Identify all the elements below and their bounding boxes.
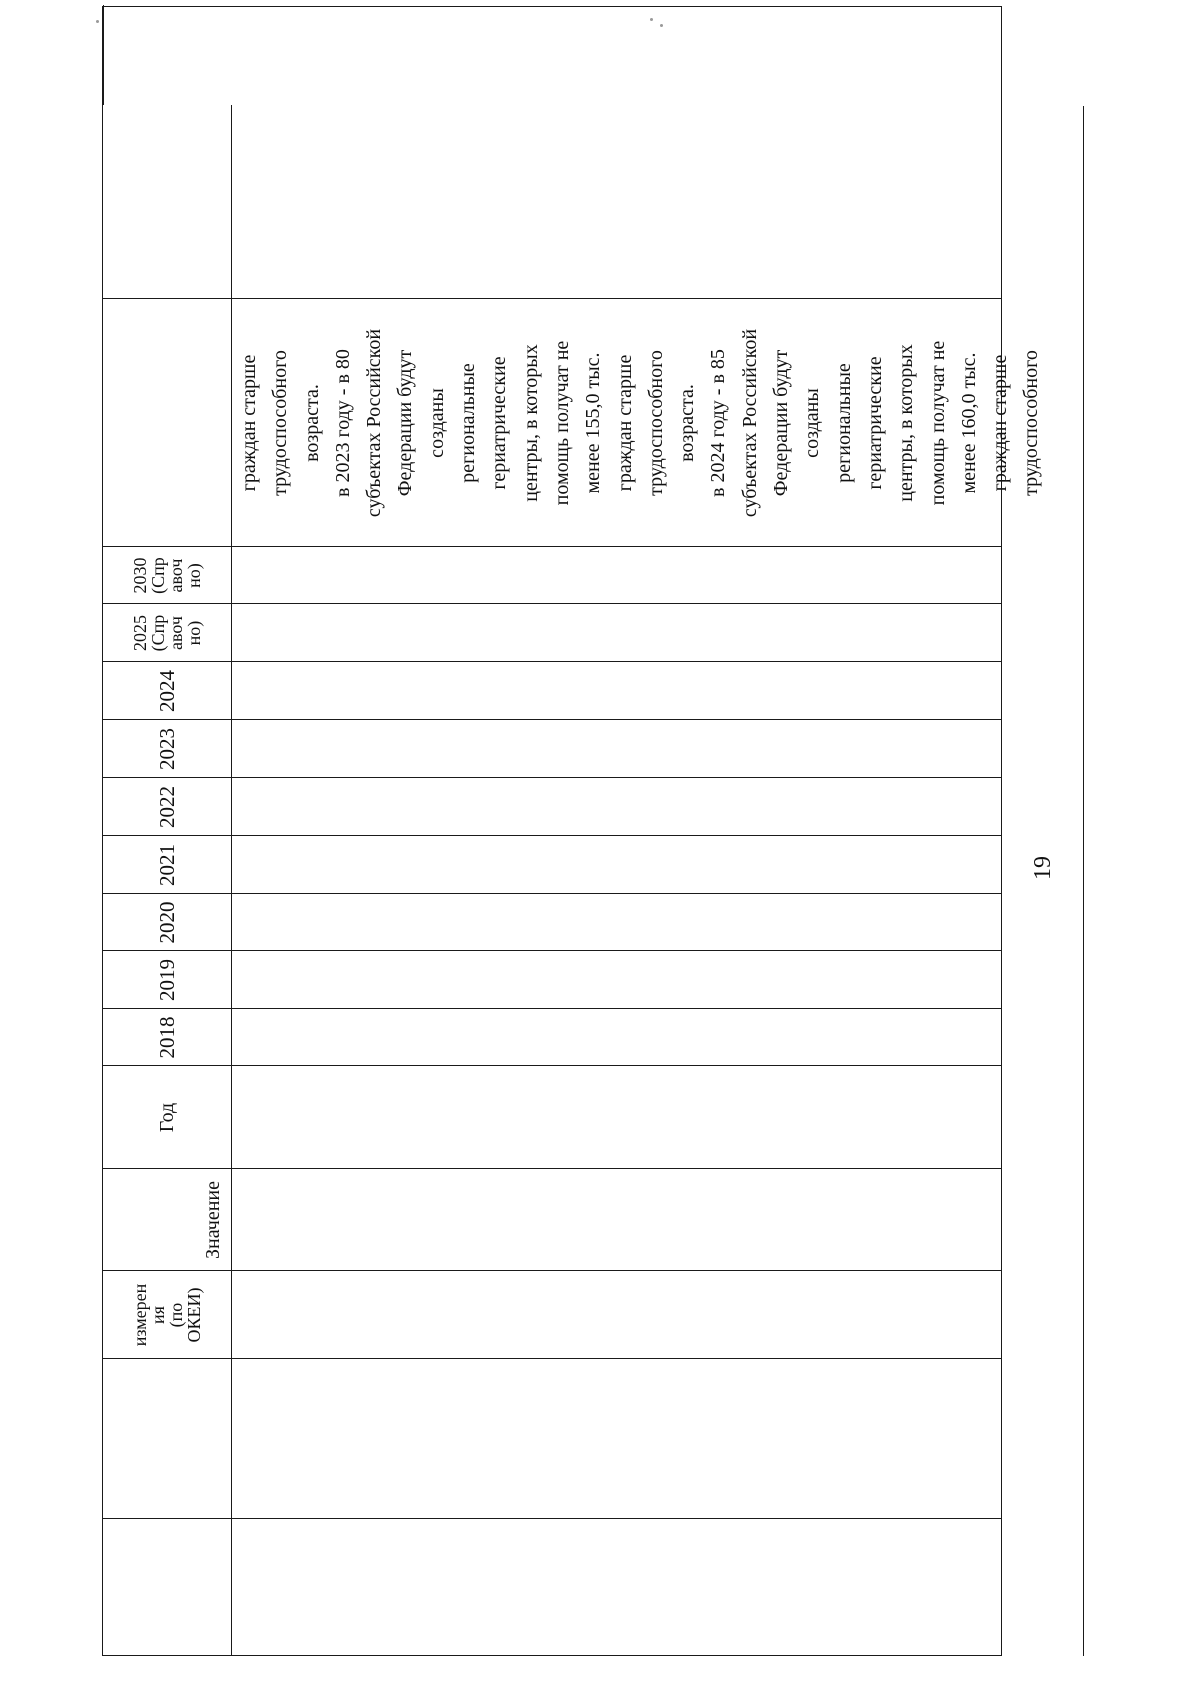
column-divider [103,835,1001,836]
column-divider [103,603,1001,604]
value-header: Значение [202,1180,224,1260]
column-divider [103,1270,1001,1271]
scan-speck [660,24,663,27]
description-line: граждан старше [989,354,1012,492]
description-line: граждан старше [613,354,636,492]
column-divider [103,1168,1001,1169]
column-divider [103,1065,1001,1066]
result-description [234,299,1048,547]
column-divider [103,1518,1001,1519]
scan-speck [96,20,99,23]
header-row-divider [103,5,104,105]
year-2019-header: 2019 [155,959,179,1001]
year-2018-header: 2018 [155,1016,179,1059]
column-divider [103,1008,1001,1009]
description-line: центры, в которых [519,344,542,502]
description-line: Федерации будут [394,349,417,497]
description-line: менее 155,0 тыс. [582,352,605,494]
description-line: в 2024 году - в 85 [707,349,730,497]
description-line: менее 160,0 тыс. [957,352,980,494]
description-line: трудоспособного [269,350,292,496]
description-line: гериатрические [488,356,511,490]
column-divider [103,1358,1001,1359]
year-2025-header: 2025 (Спр авоч но) [130,614,204,652]
year-2020-header: 2020 [155,901,179,944]
description-line: региональные [457,363,480,483]
column-divider [103,777,1001,778]
description-line: региональные [832,363,855,483]
description-line: помощь получат не [926,340,949,506]
description-line: субъектах Российской [738,328,761,518]
scan-speck [650,18,653,21]
margin-rule [1083,106,1084,1656]
description-line: созданы [801,388,824,458]
description-line: граждан старше [238,354,260,492]
unit-header: измерен ия (по ОКЕИ) [130,1283,204,1347]
description-line: субъектах Российской [363,328,386,518]
column-divider [103,661,1001,662]
year-header: Год [156,1102,178,1133]
year-2022-header: 2022 [155,786,179,828]
description-line: трудоспособного [644,350,667,496]
year-2030-header: 2030 (Спр авоч но) [130,557,204,594]
header-row-divider [231,105,232,1655]
year-2023-header: 2023 [155,728,179,770]
description-line: созданы [425,388,448,458]
description-line: помощь получат не [550,340,573,506]
description-line: в 2023 году - в 80 [331,349,354,497]
column-divider [103,893,1001,894]
description-line: центры, в которых [895,344,918,502]
description-line: трудоспособного [1020,350,1043,496]
year-2021-header: 2021 [155,844,179,886]
column-divider [103,719,1001,720]
indicator-table [102,6,1043,1656]
year-2024-header: 2024 [155,670,179,712]
page-number: 19 [1030,856,1056,880]
column-divider [103,950,1001,951]
description-line: гериатрические [863,356,886,490]
description-line: возраста. [300,384,323,462]
description-line: Федерации будут [770,349,793,497]
description-line: возраста. [676,384,699,462]
